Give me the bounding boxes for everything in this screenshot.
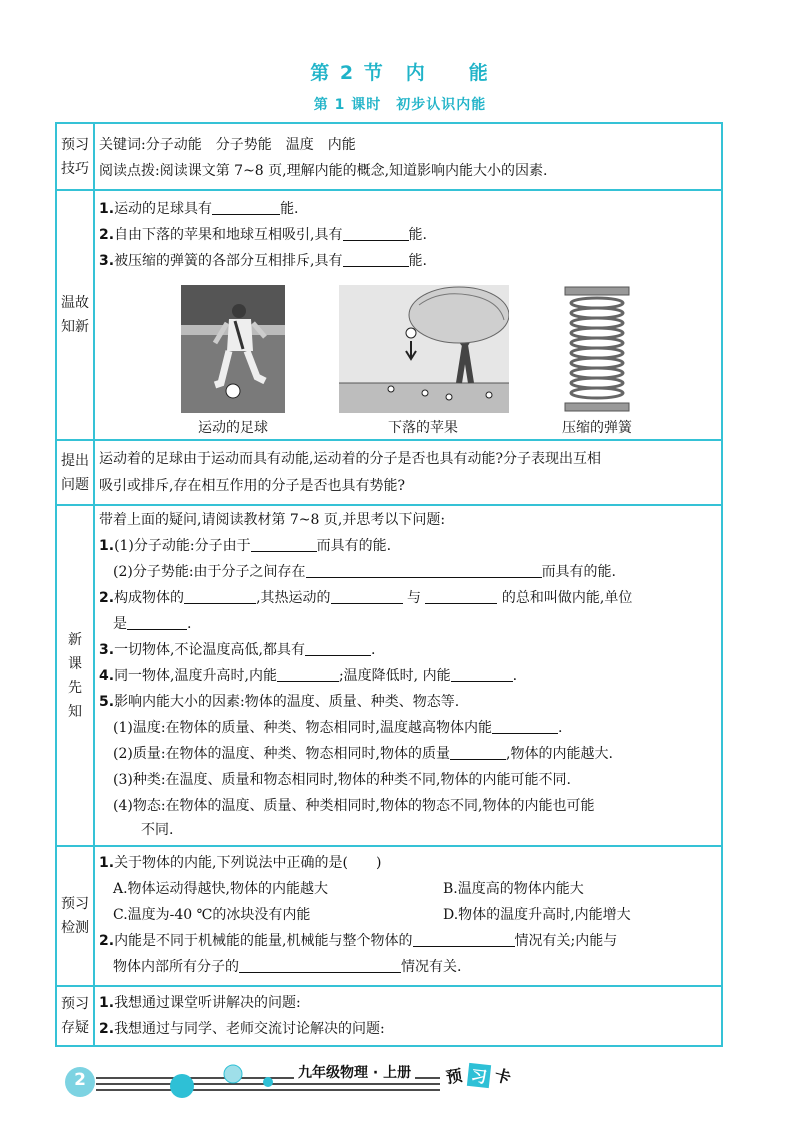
caption-spring: 压缩的弹簧 <box>562 420 632 436</box>
row-label: 新 课 先 知 <box>57 506 95 845</box>
answer-blank[interactable] <box>425 589 497 604</box>
item-2-cont: 是 . <box>113 616 192 632</box>
option-b[interactable]: B.温度高的物体内能大 <box>443 881 584 897</box>
item-5-4-cont: 不同. <box>141 822 174 838</box>
answer-blank[interactable] <box>277 667 339 682</box>
doubt-2: 2.我想通过与同学、老师交流讨论解决的问题: <box>99 1021 385 1037</box>
answer-blank[interactable] <box>331 589 403 604</box>
answer-blank[interactable] <box>212 200 280 215</box>
check-question-2-cont: 物体内部所有分子的 情况有关. <box>113 959 462 975</box>
answer-blank[interactable] <box>239 958 401 973</box>
row-label: 提出 问题 <box>57 441 95 504</box>
row-label: 预习 检测 <box>57 847 95 985</box>
keywords-line: 关键词:分子动能 分子势能 温度 内能 <box>99 137 356 153</box>
item-2: 2.构成物体的 ,其热运动的 与 的总和叫做内能,单位 <box>99 590 633 606</box>
row-preview-tips <box>57 124 721 191</box>
answer-blank[interactable] <box>127 615 187 630</box>
row-check <box>57 847 721 987</box>
option-d[interactable]: D.物体的温度升高时,内能增大 <box>443 907 631 923</box>
row-label: 预习 存疑 <box>57 987 95 1045</box>
question-line-2: 吸引或排斥,存在相互作用的分子是否也具有势能? <box>99 478 405 494</box>
item-5: 5.影响内能大小的因素:物体的温度、质量、种类、物态等. <box>99 694 460 710</box>
row-new-lesson <box>57 506 721 847</box>
answer-blank[interactable] <box>306 563 542 578</box>
review-question-3: 3.被压缩的弹簧的各部分互相排斥,具有 能. <box>99 253 427 269</box>
item-3: 3.一切物体,不论温度高低,都具有 . <box>99 642 376 658</box>
question-line-1: 运动着的足球由于运动而具有动能,运动着的分子是否也具有动能?分子表现出互相 <box>99 451 601 467</box>
item-5-1: (1)温度:在物体的质量、种类、物态相同时,温度越高物体内能 . <box>113 720 563 736</box>
page-number: 2 <box>74 1070 86 1090</box>
answer-blank[interactable] <box>343 226 409 241</box>
row-label: 温故 知新 <box>57 191 95 439</box>
row-doubts <box>57 987 721 1045</box>
lesson-subtitle: 第 1 课时 初步认识内能 <box>313 97 487 113</box>
worksheet-table <box>55 122 723 1047</box>
soccer-player-image <box>181 285 285 413</box>
item-5-2: (2)质量:在物体的温度、种类、物态相同时,物体的质量 ,物体的内能越大. <box>113 746 613 762</box>
check-question-2: 2.内能是不同于机械能的能量,机械能与整个物体的 情况有关;内能与 <box>99 933 618 949</box>
item-5-3: (3)种类:在温度、质量和物态相同时,物体的种类不同,物体的内能可能不同. <box>113 772 571 788</box>
item-1-1: 1.(1)分子动能:分子由于 而具有的能. <box>99 538 392 554</box>
answer-blank[interactable] <box>492 719 558 734</box>
caption-apple: 下落的苹果 <box>388 420 458 436</box>
item-4: 4.同一物体,温度升高时,内能 ;温度降低时, 内能 . <box>99 668 518 684</box>
answer-blank[interactable] <box>343 252 409 267</box>
caption-soccer: 运动的足球 <box>198 420 268 436</box>
row-label: 预习 技巧 <box>57 124 95 189</box>
answer-blank[interactable] <box>184 589 256 604</box>
doubt-1: 1.我想通过课堂听讲解决的问题: <box>99 995 301 1011</box>
preview-card-logo: 预 习 卡 <box>446 1064 511 1087</box>
page-footer <box>0 1060 800 1100</box>
option-a[interactable]: A.物体运动得越快,物体的内能越大 <box>113 881 329 897</box>
falling-apple-image <box>339 285 509 413</box>
item-5-4: (4)物态:在物体的温度、质量、种类相同时,物体的物态不同,物体的内能也可能 <box>113 798 595 814</box>
reading-tip-line: 阅读点拨:阅读课文第 7~8 页,理解内能的概念,知道影响内能大小的因素. <box>99 163 548 179</box>
option-c[interactable]: C.温度为-40 ℃的冰块没有内能 <box>113 907 311 923</box>
check-question-1: 1.关于物体的内能,下列说法中正确的是( ) <box>99 855 382 871</box>
section-title: 第 2 节 内 能 <box>310 62 490 84</box>
new-lesson-intro: 带着上面的疑问,请阅读教材第 7~8 页,并思考以下问题: <box>99 512 446 528</box>
answer-blank[interactable] <box>413 932 515 947</box>
answer-blank[interactable] <box>251 537 317 552</box>
answer-blank[interactable] <box>305 641 371 656</box>
review-question-1: 1.运动的足球具有 能. <box>99 201 299 217</box>
answer-blank[interactable] <box>450 745 506 760</box>
compressed-spring-image <box>557 285 637 413</box>
answer-blank[interactable] <box>451 667 513 682</box>
row-question <box>57 441 721 506</box>
row-review <box>57 191 721 441</box>
review-question-2: 2.自由下落的苹果和地球互相吸引,具有 能. <box>99 227 427 243</box>
book-title: 九年级物理 · 上册 <box>294 1062 415 1082</box>
item-1-2: (2)分子势能:由于分子之间存在 而具有的能. <box>113 564 617 580</box>
